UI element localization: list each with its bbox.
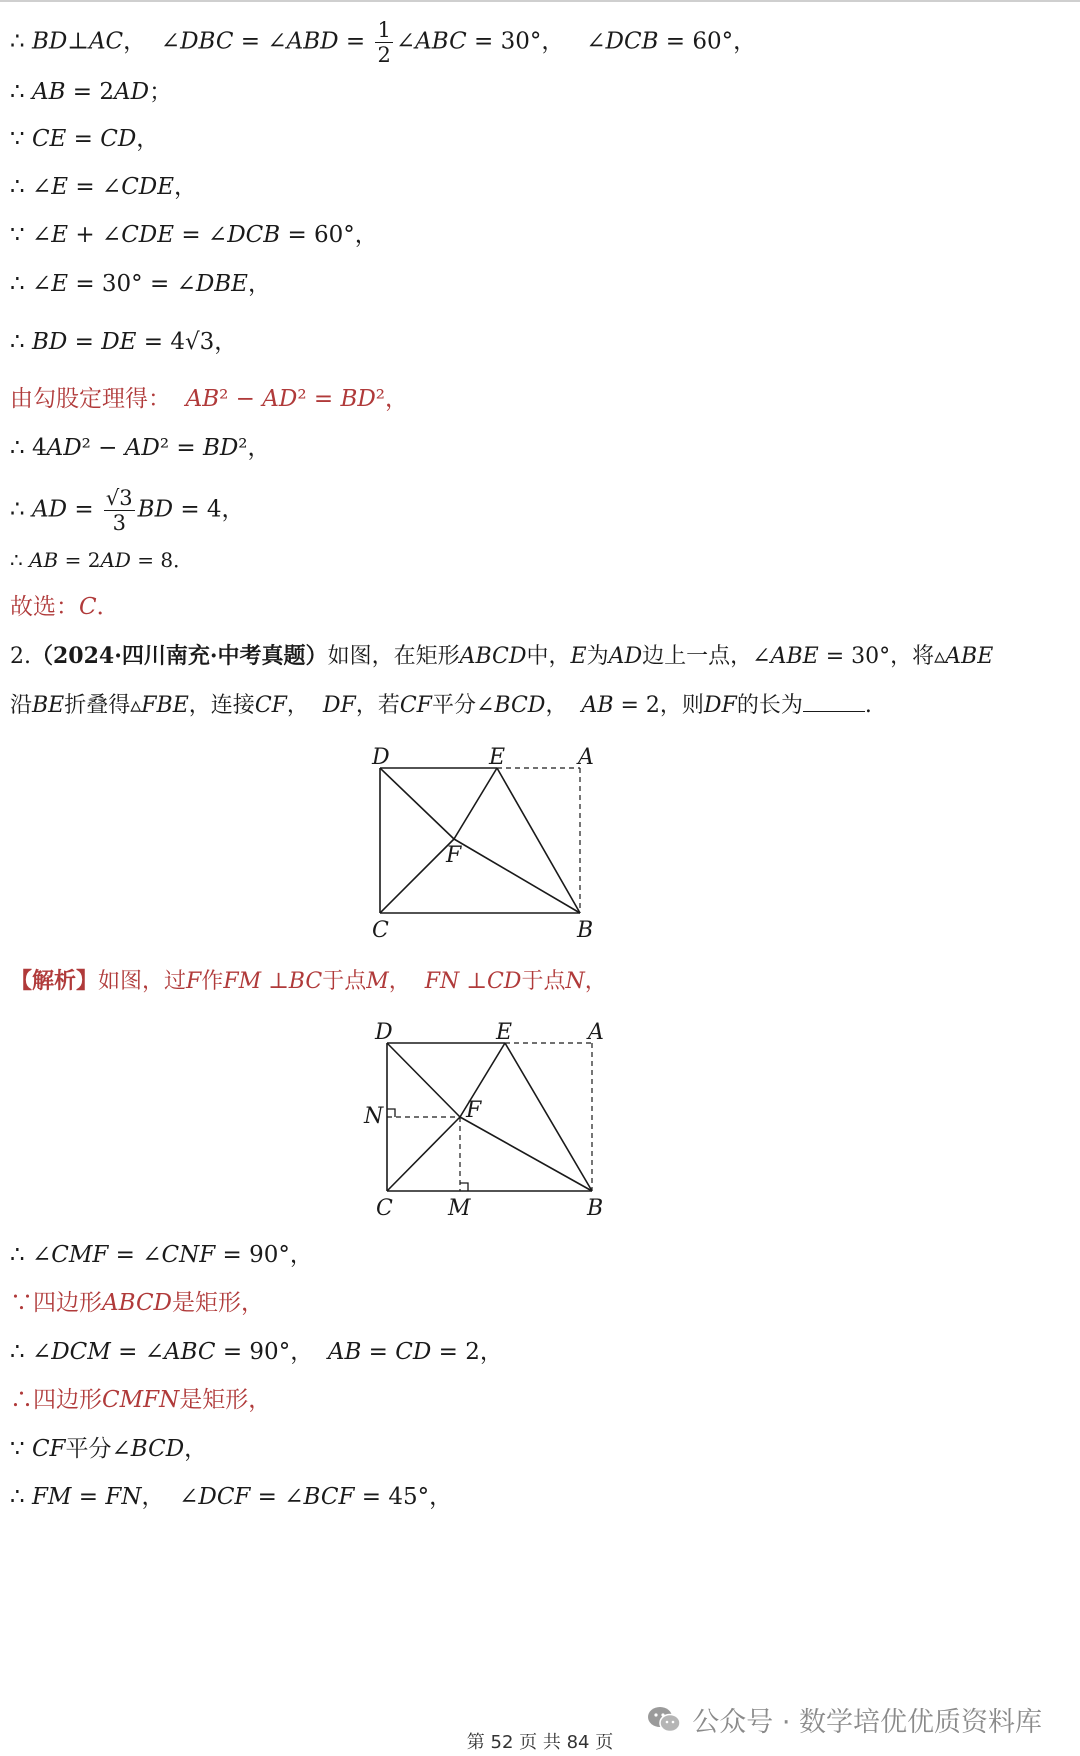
solution-line-15: ∴ ∠DCM = ∠ABC = 90°， AB = CD = 2， (10, 1339, 503, 1365)
solution-line-3: ∵ CE = CD， (10, 126, 160, 152)
fig2-label-A: A (588, 1020, 604, 1045)
fig2-label-F: F (466, 1098, 482, 1123)
solution-line-12: 故选：C． (10, 594, 120, 620)
fig1-label-D: D (372, 745, 390, 770)
top-border (0, 0, 1080, 2)
solution-line-9: ∴ 4AD² − AD² = BD²， (10, 435, 271, 461)
fig1-label-A: A (578, 745, 594, 770)
fraction-sqrt3-over-3: $\frac{√3}{3}$ (105, 486, 133, 535)
solution-line-8: 由勾股定理得： AB² − AD² = BD²， (10, 386, 409, 412)
fig1-label-E: E (489, 745, 506, 770)
line-10-part-b: BD = 4， (137, 496, 245, 523)
solution-line-18: ∴ FM = FN， ∠DCF = ∠BCF = 45°， (10, 1484, 453, 1510)
problem-2-line-1: 2.（2024·四川南充·中考真题）如图，在矩形ABCD中，E为AD边上一点，∠ABE = 30°，将▵ABE (10, 643, 994, 669)
solution-line-16: ∴四边形CMFN是矩形， (10, 1387, 272, 1413)
problem-2-line-2: 沿BE折叠得▵FBE，连接CF， DF，若CF平分∠BCD， AB = 2，则DF的长为 . (10, 689, 872, 721)
fig2-label-D: D (375, 1020, 393, 1045)
fig2-label-C: C (376, 1196, 393, 1221)
figure-1-lines (380, 768, 580, 913)
fig2-label-M: M (448, 1196, 471, 1221)
fig2-label-N: N (364, 1104, 384, 1129)
solution-line-6: ∴ ∠E = 30° = ∠DBE， (10, 271, 271, 297)
fig2-label-B: B (587, 1196, 604, 1221)
analysis-line: 【解析】如图，过F作FM ⊥BC于点M， FN ⊥CD于点N， (10, 968, 607, 994)
fig2-label-E: E (496, 1020, 513, 1045)
solution-line-5: ∵ ∠E + ∠CDE = ∠DCB = 60°， (10, 222, 378, 248)
solution-line-11: ∴ AB = 2AD = 8． (10, 548, 194, 572)
fig1-label-F: F (446, 843, 462, 868)
figure-2-lines (387, 1043, 592, 1191)
solution-figure (360, 1013, 680, 1233)
watermark-text: 公众号 · 数学培优优质资料库 (692, 1707, 1042, 1738)
answer-blank (803, 689, 865, 712)
problem-figure (360, 738, 660, 948)
solution-line-13: ∴ ∠CMF = ∠CNF = 90°， (10, 1242, 313, 1268)
fig1-label-C: C (372, 918, 389, 943)
line-10-part-a: ∴ AD = (10, 496, 101, 523)
line-1-part-b: ∠ABC = 30°， ∠DCB = 60°， (395, 28, 757, 55)
solution-line-2: ∴ AB = 2AD； (10, 79, 173, 105)
fraction-one-half: $\frac{1}{2}$ (377, 18, 391, 67)
solution-line-10 (10, 486, 245, 535)
solution-line-1 (10, 18, 756, 67)
solution-line-7: ∴ BD = DE = 4√3， (10, 329, 238, 355)
solution-line-17: ∵ CF平分∠BCD， (10, 1436, 208, 1462)
solution-line-14: ∵四边形ABCD是矩形， (10, 1290, 264, 1316)
line-1-part-a: ∴ BD⊥AC， ∠DBC = ∠ABD = (10, 28, 373, 55)
page-footer: 第 52 页 共 84 页 (466, 1732, 614, 1753)
fig1-label-B: B (577, 918, 594, 943)
solution-line-4: ∴ ∠E = ∠CDE， (10, 174, 198, 200)
